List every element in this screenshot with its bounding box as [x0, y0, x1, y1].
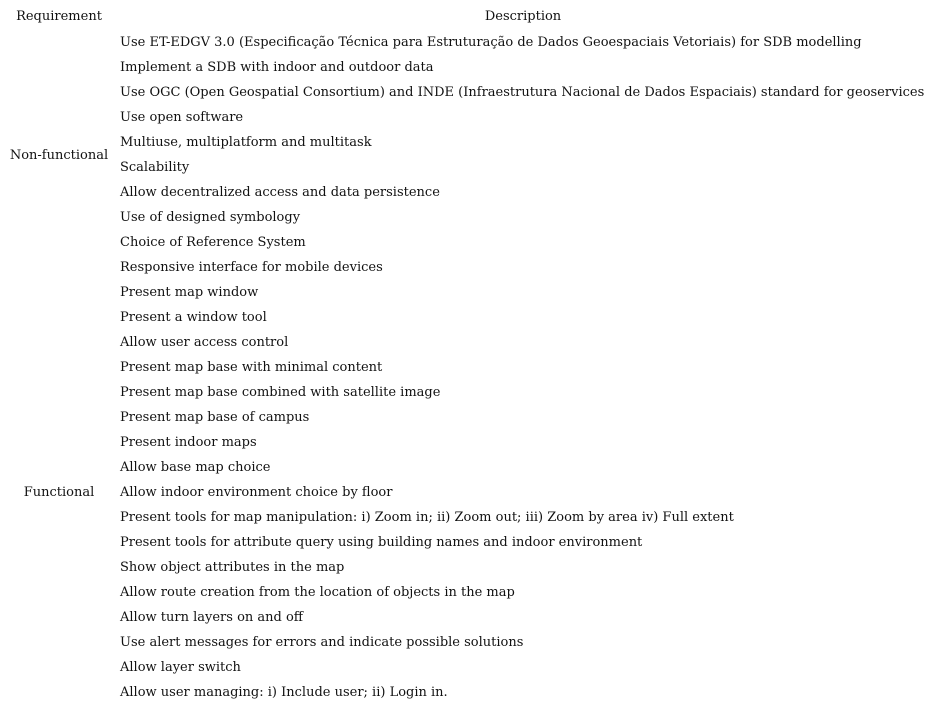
table-row: Allow base map choice — [120, 460, 271, 475]
table-row: Use alert messages for errors and indicate possible solutions — [120, 635, 524, 650]
table-row: Allow user access control — [120, 335, 289, 350]
table-row: Use OGC (Open Geospatial Consortium) and INDE (Infraestrutura Nacional de Dados Espaciais) standard for geoservices — [120, 85, 925, 100]
table-row: Use of designed symbology — [120, 210, 301, 225]
table-row: Use ET-EDGV 3.0 (Especificação Técnica para Estruturação de Dados Geoespaciais Vetoriais) for SDB modelling — [120, 35, 862, 50]
table-row: Allow layer switch — [120, 660, 241, 675]
table-row: Allow turn layers on and off — [120, 610, 304, 625]
table-row: Allow decentralized access and data persistence — [120, 185, 440, 200]
table-row: Present tools for attribute query using building names and indoor environment — [120, 535, 643, 550]
table-row: Allow route creation from the location of objects in the map — [120, 585, 515, 600]
table-row: Present indoor maps — [120, 435, 257, 450]
table-row: Present map base with minimal content — [120, 360, 383, 375]
table-row: Present map base combined with satellite image — [120, 385, 441, 400]
table-header — [0, 7, 935, 27]
table-row: Responsive interface for mobile devices — [120, 260, 383, 275]
table-row: Scalability — [120, 160, 190, 175]
table-row: Present map base of campus — [120, 410, 310, 425]
header-description: Description — [484, 9, 562, 24]
table-row: Use open software — [120, 110, 244, 125]
requirement-group-label: Non-functional — [9, 147, 109, 163]
table-row: Implement a SDB with indoor and outdoor data — [120, 60, 434, 75]
table-row: Allow indoor environment choice by floor — [120, 485, 393, 500]
table-row: Choice of Reference System — [120, 235, 306, 250]
table-row: Allow user managing: i) Include user; ii) Login in. — [120, 685, 448, 700]
table-row: Present map window — [120, 285, 259, 300]
requirement-group-label: Functional — [23, 485, 95, 500]
table-row: Present a window tool — [120, 310, 267, 325]
header-requirement: Requirement — [16, 9, 102, 24]
table-row: Multiuse, multiplatform and multitask — [120, 135, 372, 150]
table-row: Present tools for map manipulation: i) Zoom in; ii) Zoom out; iii) Zoom by area iv) Full extent — [120, 510, 734, 525]
table-row: Show object attributes in the map — [120, 560, 345, 575]
